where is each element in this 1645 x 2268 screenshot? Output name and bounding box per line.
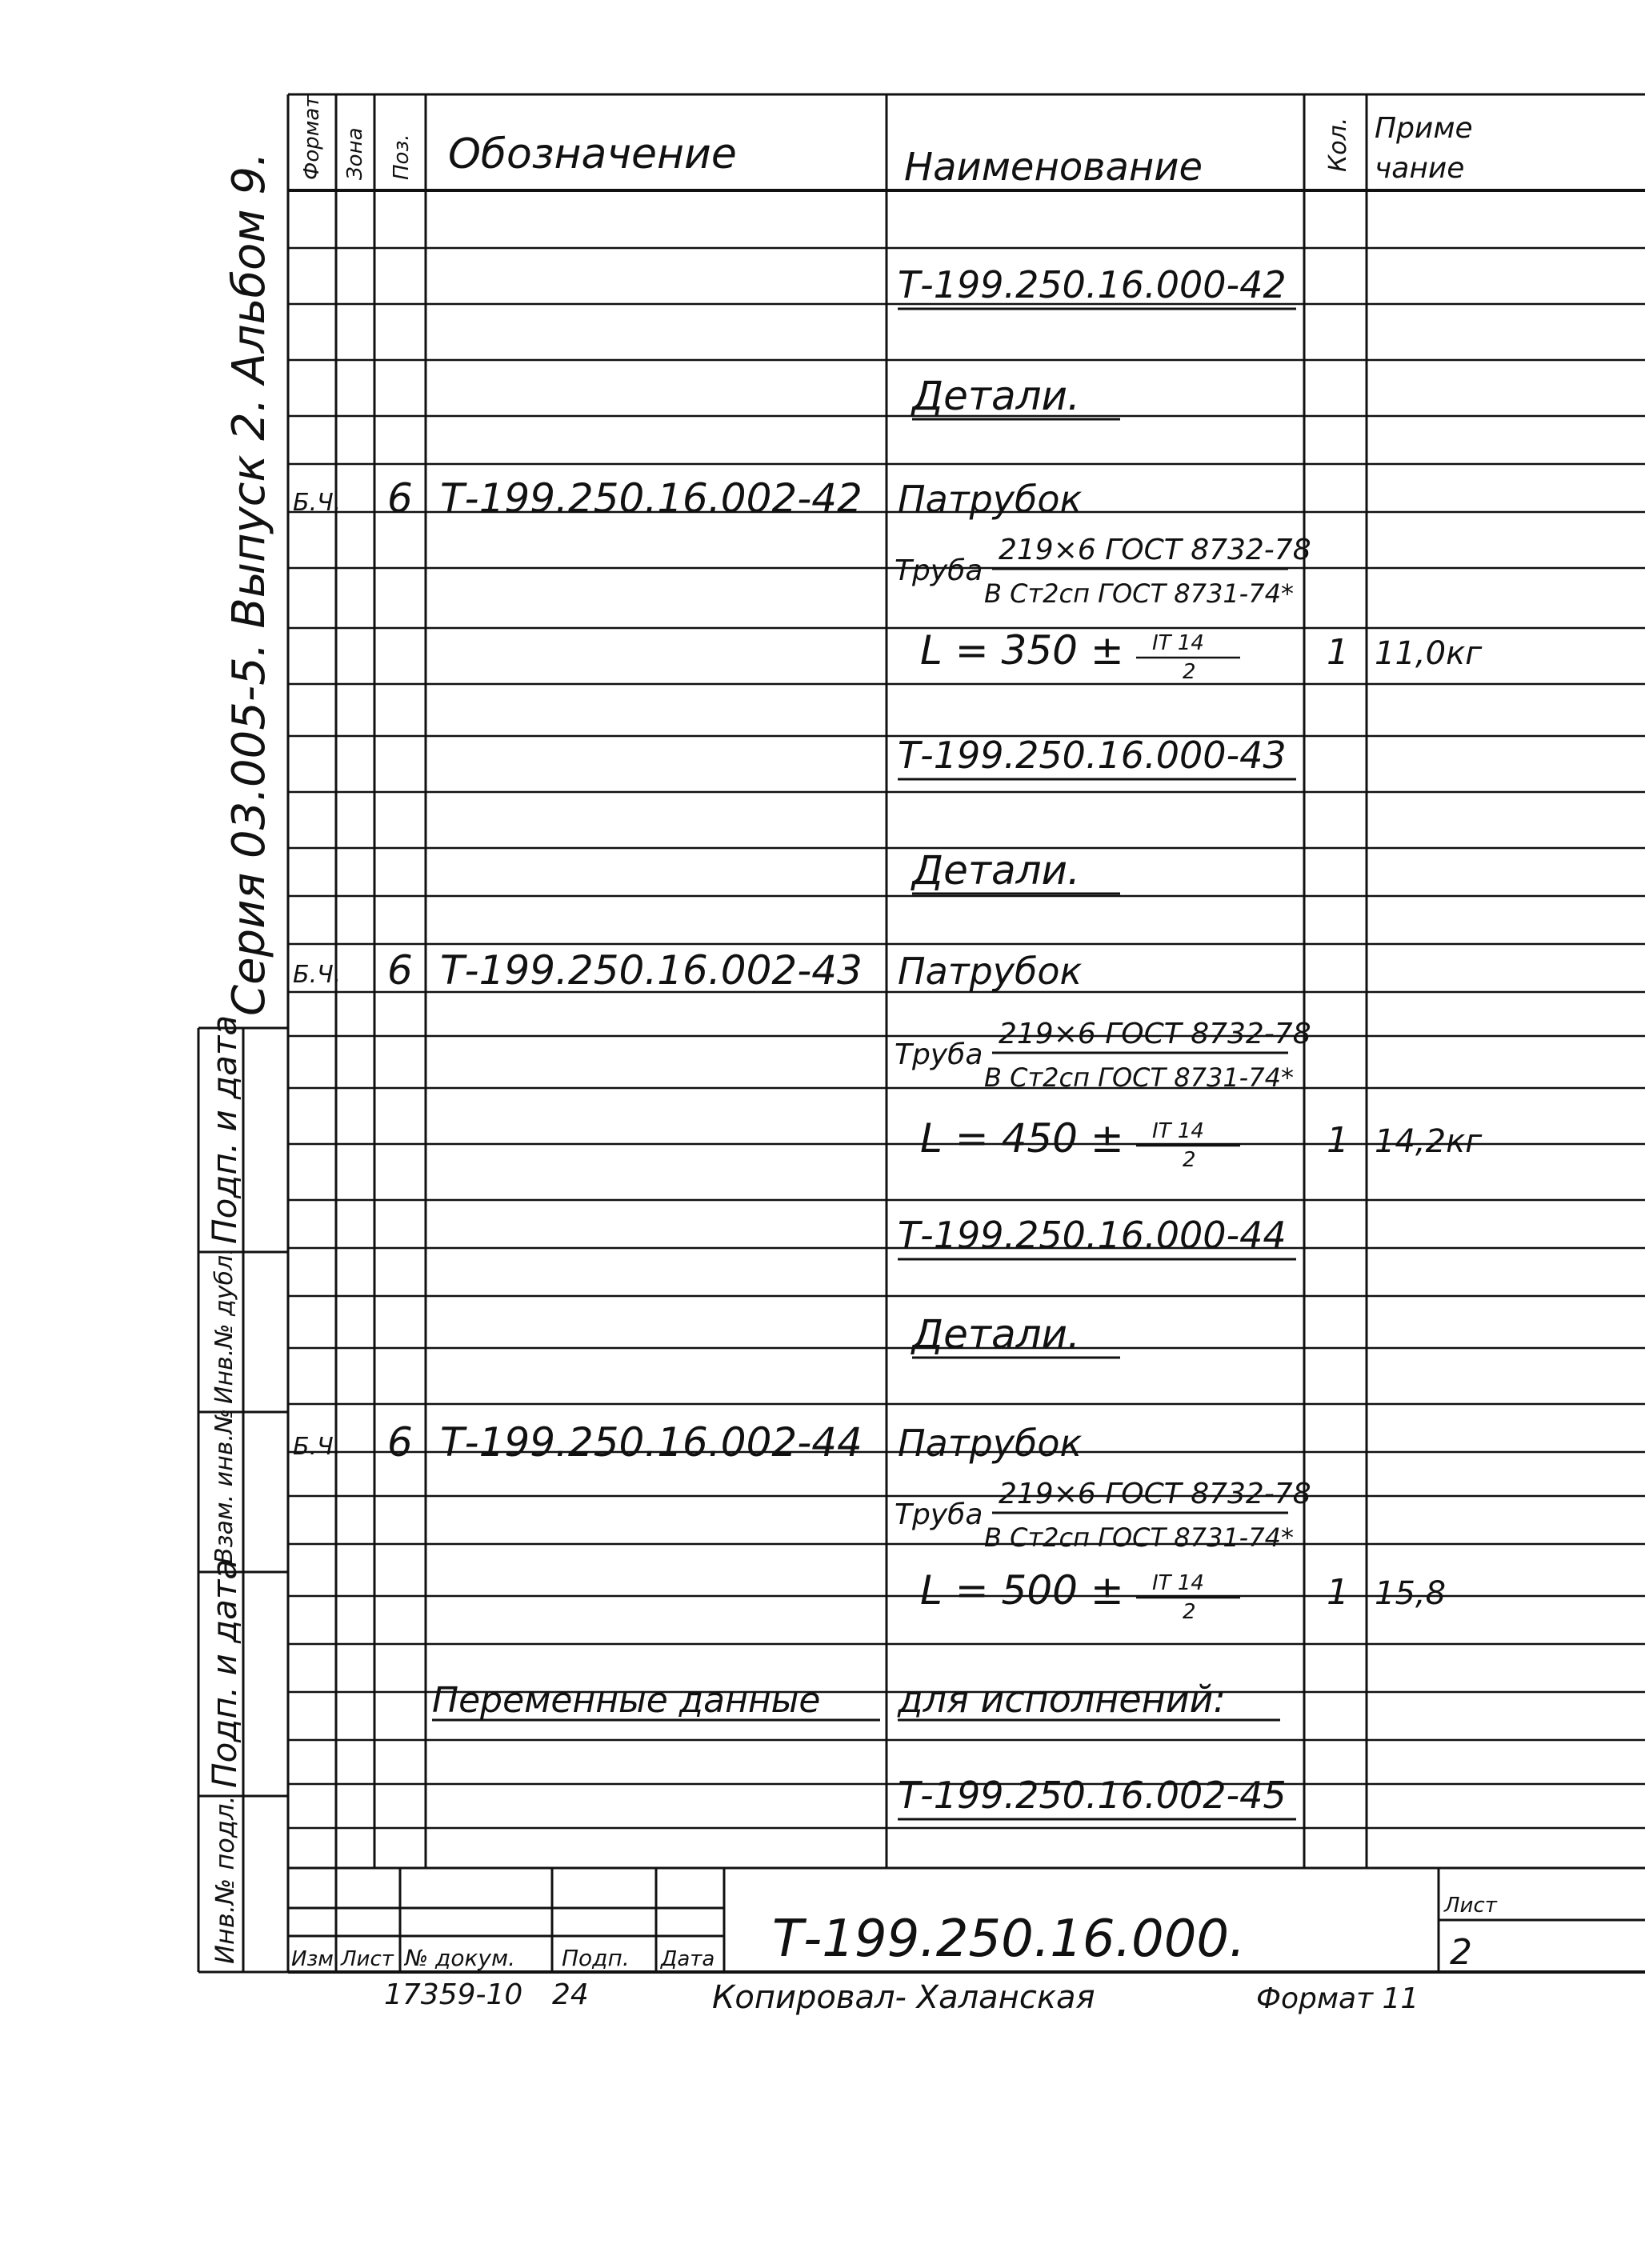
table-row <box>911 1311 1120 1358</box>
table-row <box>898 263 1296 309</box>
row-name-prefix: Труба <box>895 1038 983 1071</box>
table-row <box>293 475 1083 522</box>
row-name: для исполнений: <box>898 1678 1227 1721</box>
fraction-top: 219×6 ГОСТ 8732-78 <box>999 1018 1311 1050</box>
row-note: 11,0кг <box>1375 635 1483 672</box>
left-sidebar <box>198 1015 288 1972</box>
table-row <box>920 627 1483 684</box>
row-name: L = 350 ± <box>920 627 1124 674</box>
sidebar-inv-dup: Инв.№ дубл. <box>210 1247 238 1404</box>
title-col-date: Дата <box>661 1947 715 1971</box>
row-name-prefix: Труба <box>895 1498 983 1531</box>
copied-by: Копировал- Халанская <box>712 1979 1095 2016</box>
row-designation: Т-199.250.16.002-42 <box>440 475 863 522</box>
fraction-top: 219×6 ГОСТ 8732-78 <box>999 1478 1311 1510</box>
sidebar-sign-date-1: Подп. и дата <box>205 1014 244 1244</box>
row-name: Т-199.250.16.000-43 <box>898 734 1287 777</box>
format-label: Формат 11 <box>1256 1982 1419 2015</box>
row-qty: 1 <box>1327 1120 1349 1161</box>
row-name: Т-199.250.16.000-44 <box>898 1214 1287 1257</box>
row-note: 15,8 <box>1375 1575 1447 1612</box>
section-heading: Детали. <box>912 1311 1080 1358</box>
table-row <box>911 847 1120 894</box>
fraction-bottom: В Ст2сп ГОСТ 8731-74* <box>984 578 1294 609</box>
title-block <box>288 1868 1645 1973</box>
row-designation: Т-199.250.16.002-43 <box>440 947 863 994</box>
tolerance-top: IT 14 <box>1152 1571 1204 1595</box>
section-heading: Детали. <box>912 373 1080 419</box>
row-note: 14,2кг <box>1375 1123 1483 1160</box>
row-qty: 1 <box>1327 632 1349 673</box>
row-name: Патрубок <box>898 1422 1083 1465</box>
tolerance-top: IT 14 <box>1152 1119 1204 1143</box>
sheet-number: 2 <box>1450 1932 1472 1973</box>
header-zone: Зона <box>343 127 367 180</box>
tolerance-bottom: 2 <box>1183 660 1196 684</box>
title-col-change: Изм. <box>291 1947 341 1971</box>
header-designation: Обозначение <box>448 130 737 178</box>
row-pos: 6 <box>387 947 413 994</box>
row-qty: 1 <box>1327 1572 1349 1613</box>
row-pos: 6 <box>387 475 413 522</box>
tolerance-bottom: 2 <box>1183 1600 1196 1624</box>
fraction-top: 219×6 ГОСТ 8732-78 <box>999 534 1311 566</box>
table-row <box>895 1478 1311 1553</box>
header-format: Формат <box>300 95 324 180</box>
document-code: Т-199.250.16.000. <box>772 1910 1246 1969</box>
row-name: Патрубок <box>898 478 1083 521</box>
section-heading: Детали. <box>912 847 1080 894</box>
archive-number: 17359-10 <box>384 1978 523 2011</box>
fraction-bottom: В Ст2сп ГОСТ 8731-74* <box>984 1062 1294 1093</box>
table-row <box>898 734 1296 779</box>
title-col-sign: Подп. <box>562 1945 630 1971</box>
table-row <box>895 534 1311 609</box>
fraction-bottom: В Ст2сп ГОСТ 8731-74* <box>984 1522 1294 1553</box>
tolerance-top: IT 14 <box>1152 631 1204 655</box>
header-pos: Поз. <box>390 134 414 180</box>
page-number: 24 <box>552 1978 589 2011</box>
sheet-label: Лист <box>1444 1894 1497 1918</box>
tolerance-bottom: 2 <box>1183 1148 1196 1172</box>
row-designation: Переменные данные <box>432 1680 821 1721</box>
row-name: Т-199.250.16.000-42 <box>898 263 1287 306</box>
table-row <box>895 1018 1311 1093</box>
sidebar-sign-date-2: Подп. и дата <box>205 1558 244 1788</box>
footer <box>384 1978 1419 2016</box>
row-designation: Т-199.250.16.002-44 <box>440 1419 863 1466</box>
row-name: Патрубок <box>898 950 1083 993</box>
row-format: Б.Ч. <box>293 1433 342 1461</box>
sidebar-inv-orig: Инв.№ подл. <box>210 1795 240 1964</box>
series-label: Серия 03.005-5. Выпуск 2. Альбом 9. <box>223 152 275 1016</box>
header-note-2: чание <box>1375 152 1465 185</box>
table-row <box>898 1214 1296 1259</box>
table-row <box>432 1678 1280 1721</box>
header-name: Наименование <box>904 145 1203 190</box>
title-col-sheet: Лист <box>341 1947 394 1971</box>
row-name-prefix: Труба <box>895 554 983 587</box>
sidebar-replace-inv: Взам. инв.№ <box>210 1408 238 1564</box>
table-row <box>293 1419 1083 1466</box>
row-name: L = 500 ± <box>920 1567 1124 1614</box>
table-row <box>293 947 1083 994</box>
row-format: Б.Ч. <box>293 489 342 517</box>
header-qty: Кол. <box>1324 117 1352 172</box>
title-col-doc-no: № докум. <box>405 1945 516 1971</box>
row-name: Т-199.250.16.002-45 <box>898 1774 1287 1817</box>
row-format: Б.Ч. <box>293 961 342 989</box>
row-pos: 6 <box>387 1419 413 1466</box>
table-row <box>911 373 1120 419</box>
header-note-1: Приме <box>1375 112 1473 145</box>
row-name: L = 450 ± <box>920 1115 1124 1162</box>
table-row <box>898 1774 1296 1819</box>
